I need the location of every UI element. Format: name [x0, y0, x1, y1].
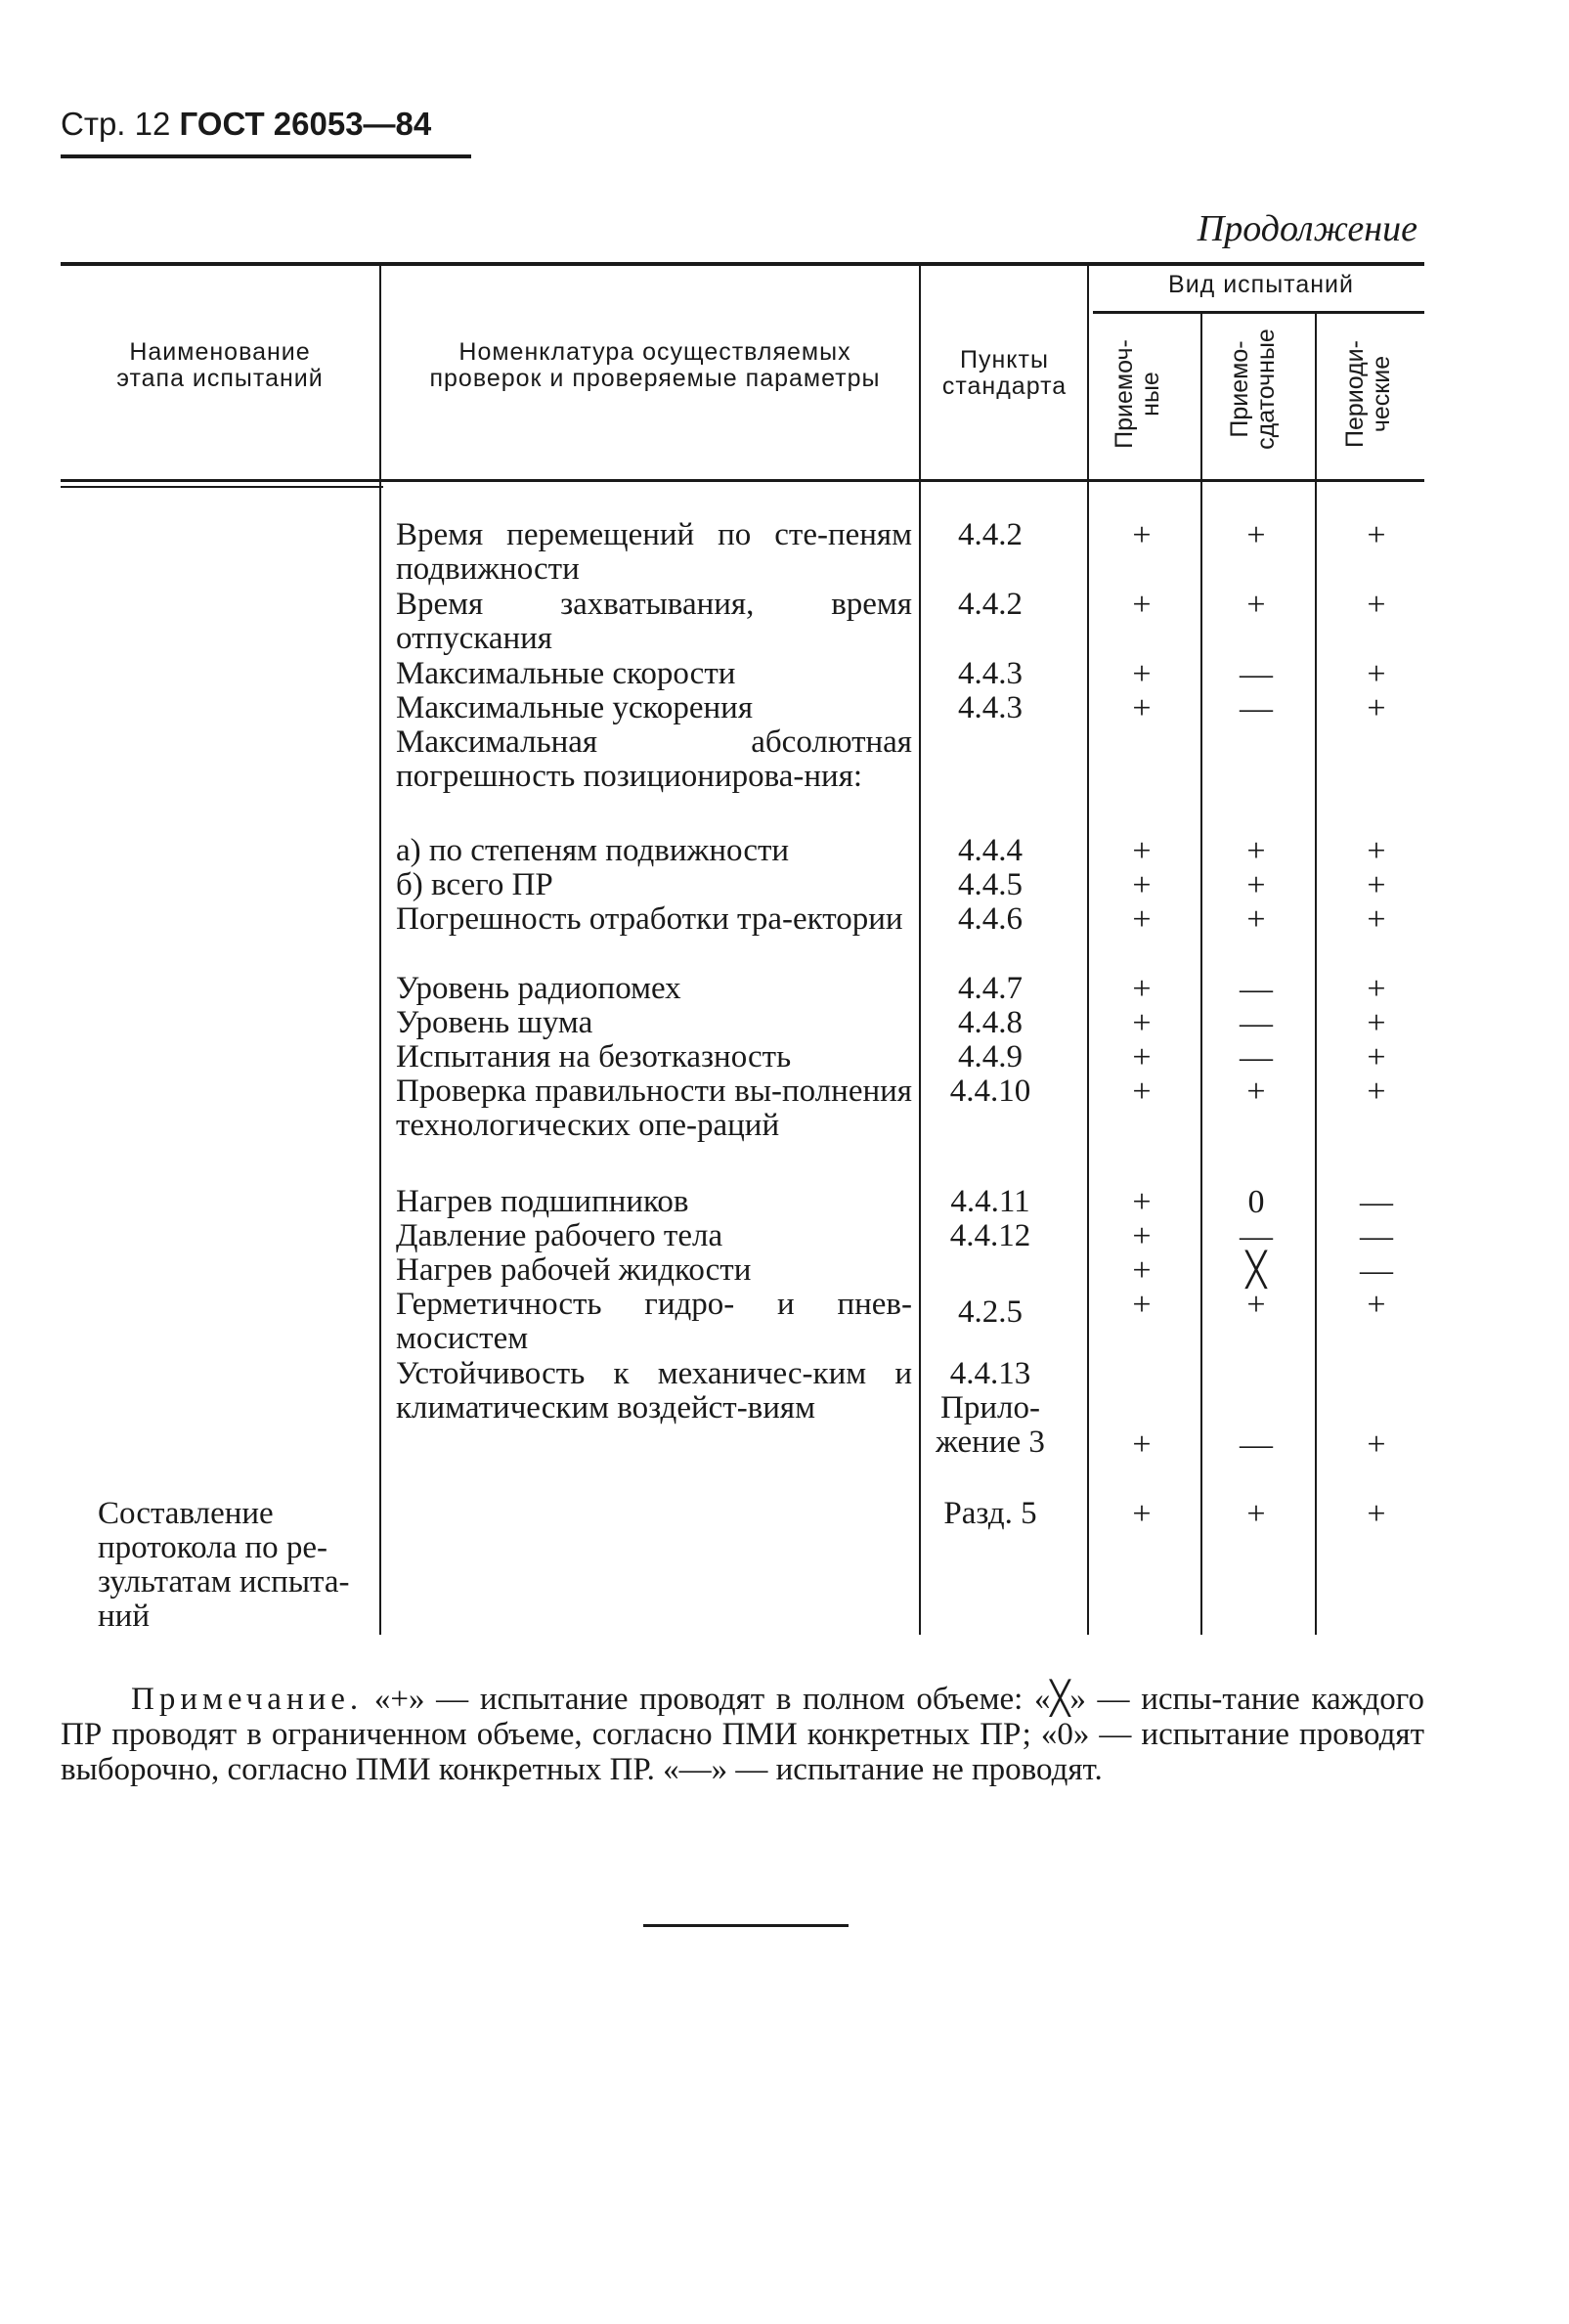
col-divider-4	[1200, 313, 1202, 1635]
mark-periodic: —	[1360, 1218, 1393, 1254]
col-header-parameters: Номенклатура осуществляемых проверок и проверяемые параметры	[429, 338, 881, 392]
page-header	[61, 106, 431, 143]
mark-handover: —	[1240, 1218, 1273, 1254]
clause-ref: 4.4.5	[958, 867, 1023, 902]
param-text: Давление рабочего тела	[396, 1218, 723, 1253]
mark-handover: —	[1240, 656, 1273, 692]
standard-number: ГОСТ 26053—84	[179, 106, 432, 142]
param-text: Испытания на безотказность	[396, 1039, 792, 1074]
mark-periodic: —	[1360, 1184, 1393, 1220]
mark-periodic: +	[1367, 1039, 1386, 1075]
clause-ref: 4.4.4	[958, 833, 1023, 868]
header-rule	[61, 154, 471, 158]
mark-periodic: +	[1367, 1426, 1386, 1463]
mark-acceptance: +	[1132, 1496, 1152, 1532]
mark-periodic: +	[1367, 1074, 1386, 1110]
param-text: Время перемещений по сте-пеням подвижности	[396, 517, 912, 587]
mark-handover: +	[1246, 833, 1266, 869]
param-text: Нагрев подшипников	[396, 1184, 689, 1219]
mark-periodic: +	[1367, 971, 1386, 1007]
param-text: Уровень радиопомех	[396, 971, 681, 1006]
mark-acceptance: +	[1132, 1039, 1152, 1075]
mark-handover: +	[1246, 587, 1266, 623]
mark-acceptance: +	[1132, 1005, 1152, 1041]
mark-periodic: +	[1367, 517, 1386, 553]
clause-ref: 4.4.2	[958, 587, 1023, 622]
mark-periodic: +	[1367, 587, 1386, 623]
clause-ref: 4.4.2	[958, 517, 1023, 552]
stage-text: Составление протокола по ре-зультатам испыта-ний	[98, 1496, 350, 1634]
mark-acceptance: +	[1132, 867, 1152, 903]
mark-periodic: +	[1367, 656, 1386, 692]
mark-handover: 0	[1247, 1184, 1265, 1220]
clause-ref: 4.4.13 Прило-жение 3	[936, 1356, 1045, 1460]
clause-ref: 4.4.10	[949, 1074, 1031, 1109]
mark-acceptance: +	[1132, 1252, 1152, 1289]
mark-handover: +	[1246, 517, 1266, 553]
col-divider-2	[919, 266, 921, 1635]
clause-ref: 4.4.7	[958, 971, 1023, 1006]
mark-acceptance: +	[1132, 1074, 1152, 1110]
mark-periodic: —	[1360, 1252, 1393, 1289]
mark-handover: —	[1240, 1426, 1273, 1463]
clause-ref: 4.4.3	[958, 690, 1023, 725]
mark-acceptance: +	[1132, 1426, 1152, 1463]
page-number: Стр. 12	[61, 106, 171, 142]
mark-periodic: +	[1367, 833, 1386, 869]
header-bottom-rule	[61, 479, 1424, 482]
mark-handover: +	[1246, 1287, 1266, 1323]
mark-handover: +	[1246, 901, 1266, 938]
mark-acceptance: +	[1132, 517, 1152, 553]
param-text: Максимальные ускорения	[396, 690, 753, 725]
mark-handover: —	[1240, 1039, 1273, 1075]
mark-handover: —	[1240, 690, 1273, 726]
param-text: Герметичность гидро- и пнев-мосистем	[396, 1287, 912, 1356]
param-text: Уровень шума	[396, 1005, 593, 1040]
mark-periodic: +	[1367, 901, 1386, 938]
param-text: Максимальная абсолютная погрешность позиционирова-ния:	[396, 724, 912, 794]
end-rule	[643, 1924, 849, 1927]
param-text: Время захватывания, время отпускания	[396, 587, 912, 656]
mark-handover: —	[1240, 1005, 1273, 1041]
clause-ref: 4.4.8	[958, 1005, 1023, 1040]
mark-handover: +	[1246, 1496, 1266, 1532]
mark-acceptance: +	[1132, 833, 1152, 869]
col-divider-1	[379, 266, 381, 1635]
clause-ref: 4.4.9	[958, 1039, 1023, 1074]
mark-handover: —	[1240, 971, 1273, 1007]
clause-ref: 4.4.3	[958, 656, 1023, 691]
col-header-test-types: Вид испытаний	[1168, 271, 1354, 298]
col-divider-5	[1315, 313, 1317, 1635]
note-text: «+» — испытание проводят в полном объеме: «╳» — испы-тание каждого ПР проводят в ограниченном объеме, согласно ПМИ конкретных ПР; «0» — испытание проводят выборочно, согласно ПМИ конкретных ПР. «—» — испытание не проводят.	[61, 1682, 1424, 1787]
table-top-rule	[61, 262, 1424, 266]
mark-periodic: +	[1367, 1005, 1386, 1041]
mark-acceptance: +	[1132, 1184, 1152, 1220]
clause-ref: 4.4.12	[949, 1218, 1031, 1253]
mark-acceptance: +	[1132, 901, 1152, 938]
clause-ref: Разд. 5	[943, 1496, 1037, 1531]
note-lead: Примечание.	[131, 1682, 364, 1717]
param-text: Погрешность отработки тра-ектории	[396, 901, 903, 937]
mark-handover: +	[1246, 867, 1266, 903]
mark-acceptance: +	[1132, 1287, 1152, 1323]
header-bottom-rule-2	[61, 486, 383, 488]
mark-acceptance: +	[1132, 656, 1152, 692]
clause-ref: 4.4.11	[950, 1184, 1030, 1219]
col-header-handover: Приемо-сдаточные	[1226, 329, 1280, 450]
mark-acceptance: +	[1132, 690, 1152, 726]
param-text: а) по степеням подвижности	[396, 833, 790, 868]
clause-ref: 4.4.6	[958, 901, 1023, 937]
col-header-stage: Наименование этапа испытаний	[116, 338, 324, 392]
col-header-periodic: Периоди-ческие	[1341, 340, 1395, 448]
col-header-clauses: Пункты стандарта	[941, 346, 1068, 400]
param-text: Устойчивость к механичес-ким и климатическим воздейст-виям	[396, 1356, 912, 1425]
mark-acceptance: +	[1132, 587, 1152, 623]
clause-ref: 4.2.5	[958, 1294, 1023, 1330]
param-text: б) всего ПР	[396, 867, 553, 902]
continuation-label: Продолжение	[1197, 208, 1417, 249]
mark-periodic: +	[1367, 867, 1386, 903]
mark-periodic: +	[1367, 1287, 1386, 1323]
mark-periodic: +	[1367, 690, 1386, 726]
mark-periodic: +	[1367, 1496, 1386, 1532]
param-text: Нагрев рабочей жидкости	[396, 1252, 752, 1288]
col-header-acceptance: Приемоч-ные	[1111, 339, 1164, 449]
col-divider-3	[1087, 266, 1089, 1635]
mark-handover: ╳	[1245, 1252, 1267, 1289]
mark-acceptance: +	[1132, 1218, 1152, 1254]
mark-handover: +	[1246, 1074, 1266, 1110]
table-note	[61, 1682, 1424, 1787]
param-text: Максимальные скорости	[396, 656, 736, 691]
mark-acceptance: +	[1132, 971, 1152, 1007]
param-text: Проверка правильности вы-полнения технологических опе-раций	[396, 1074, 912, 1143]
